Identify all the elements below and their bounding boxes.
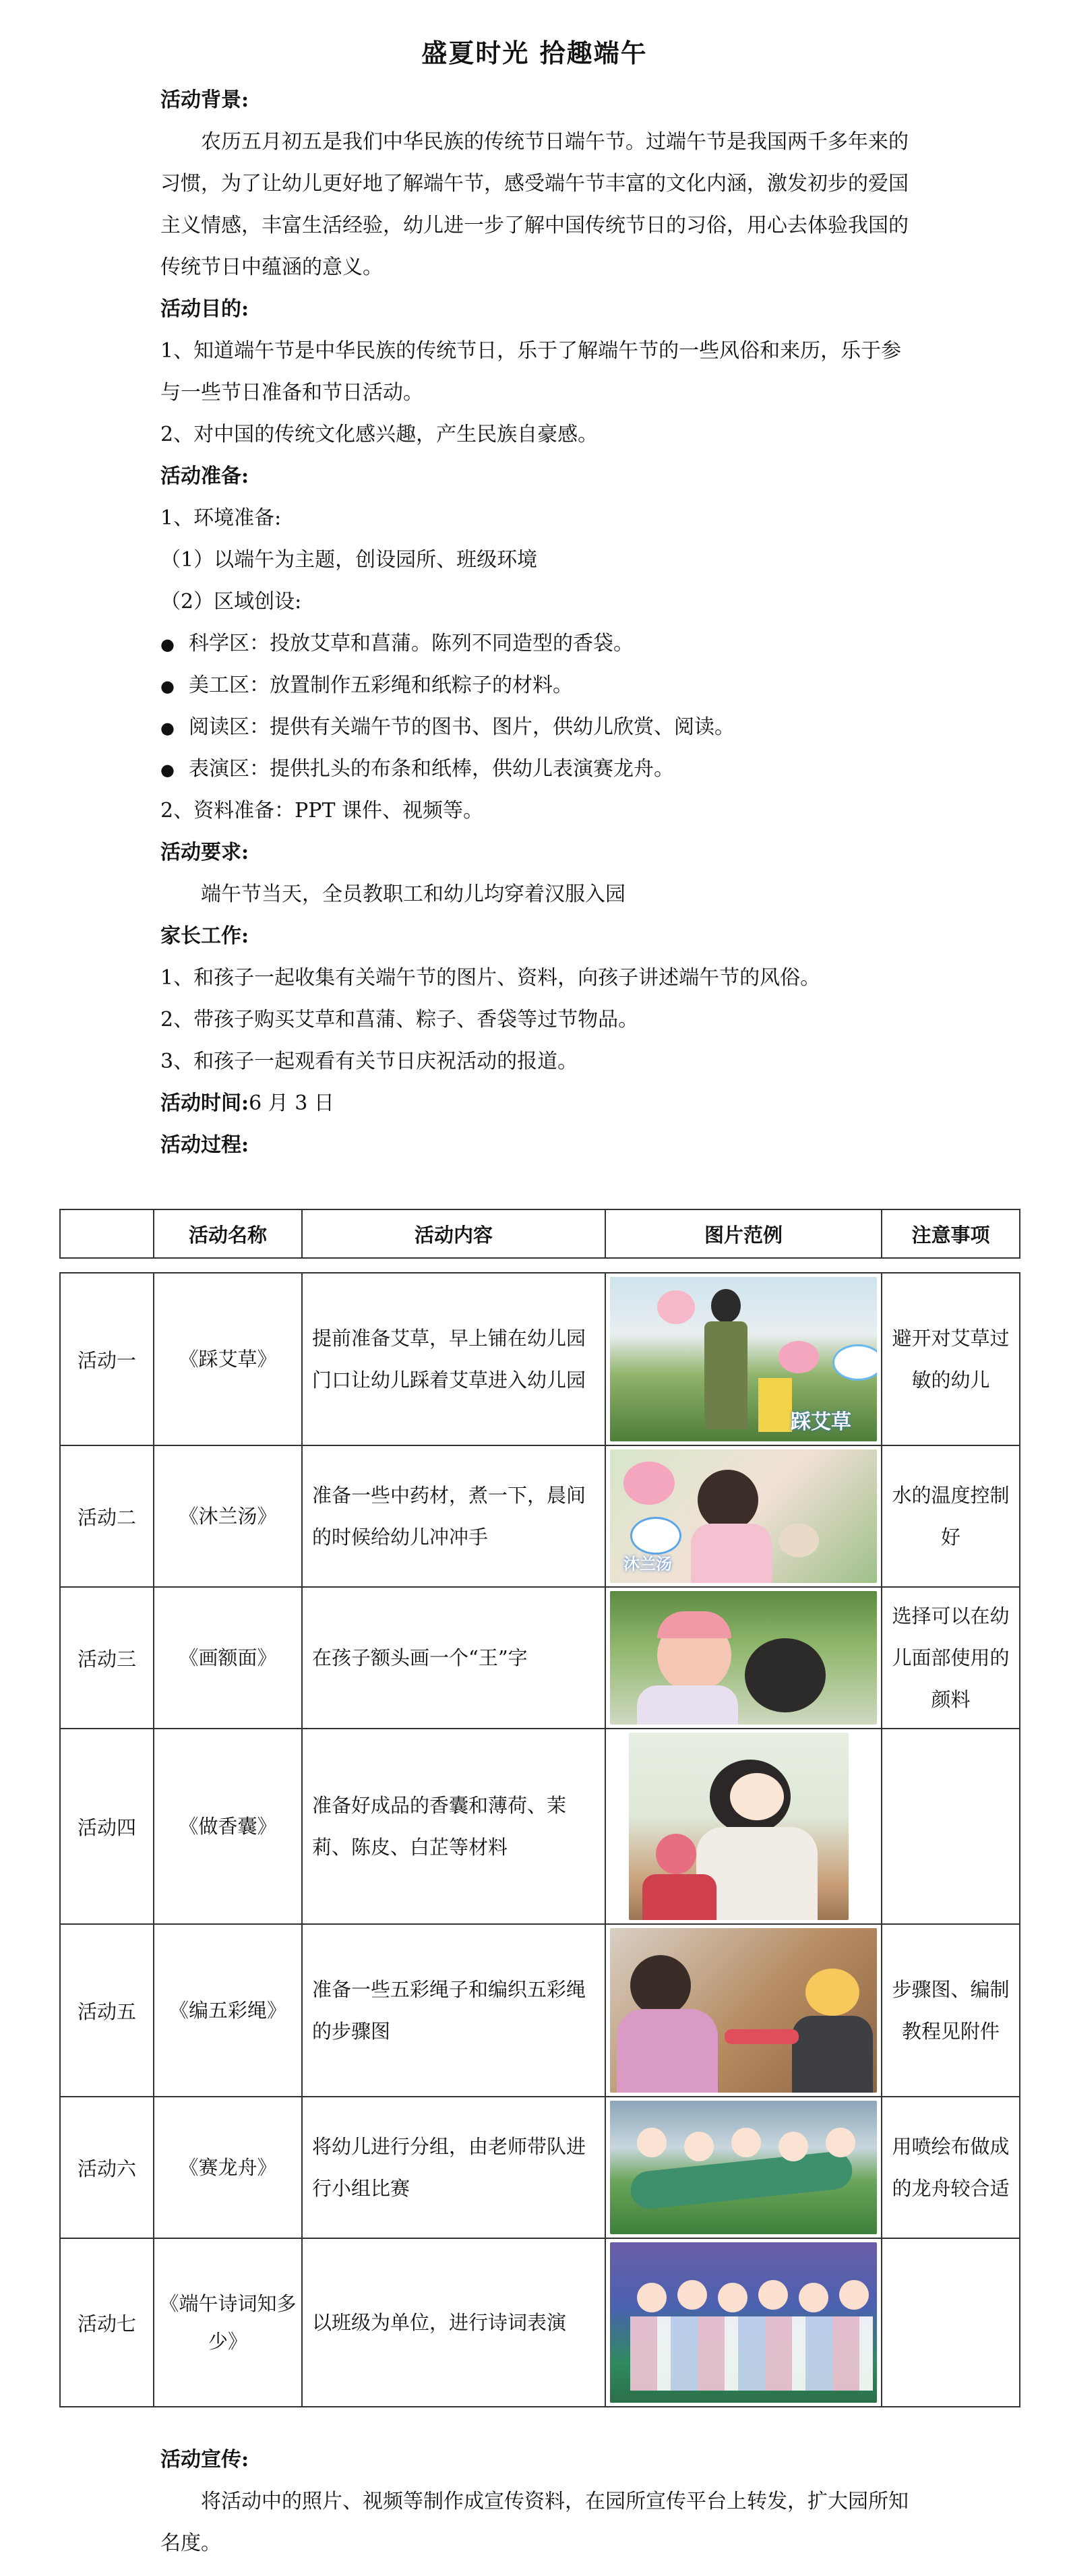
activity-name: 《赛龙舟》 xyxy=(154,2097,302,2238)
activity-photo xyxy=(610,2101,877,2234)
goals-heading: 活动目的: xyxy=(160,297,249,321)
activity-number: 活动三 xyxy=(60,1587,154,1729)
page-title: 盛夏时光 拾趣端午 xyxy=(421,38,648,68)
photo-caption: 踩艾草 xyxy=(791,1410,851,1434)
activity-number: 活动二 xyxy=(60,1445,154,1587)
area-performance: ● 表演区：提供扎头的布条和纸棒，供幼儿表演赛龙舟。 xyxy=(160,748,910,791)
activity-number: 活动七 xyxy=(60,2238,154,2407)
area-science: ● 科学区：投放艾草和菖蒲。陈列不同造型的香袋。 xyxy=(160,623,910,665)
requirement-text: 端午节当天，全员教职工和幼儿均穿着汉服入园 xyxy=(201,882,625,906)
header-cell-note: 注意事项 xyxy=(882,1209,1020,1258)
activity-content: 在孩子额头画一个“王”字 xyxy=(302,1587,605,1729)
activity-note: 水的温度控制好 xyxy=(882,1445,1020,1587)
parent-item-1: 1、和孩子一起收集有关端午节的图片、资料，向孩子讲述端午节的风俗。 xyxy=(160,966,821,990)
prep-heading: 活动准备: xyxy=(160,465,249,488)
publicity-text: 将活动中的照片、视频等制作成宣传资料，在园所宣传平台上转发，扩大园所知名度。 xyxy=(160,2490,909,2555)
activity-note: 用喷绘布做成的龙舟较合适 xyxy=(882,2097,1020,2238)
activity-photo-cell xyxy=(605,1729,882,1924)
photo-caption: 沐兰汤 xyxy=(623,1555,672,1574)
activity-photo-cell xyxy=(605,1924,882,2097)
prep-materials: 2、资料准备：PPT 课件、视频等。 xyxy=(160,799,484,822)
process-heading: 活动过程: xyxy=(160,1133,249,1157)
table-row xyxy=(60,1445,1020,1587)
activity-content: 将幼儿进行分组，由老师带队进行小组比赛 xyxy=(302,2097,605,2238)
background-heading: 活动背景: xyxy=(160,88,249,112)
prep-env-2: （2）区域创设: xyxy=(160,590,302,613)
table-row xyxy=(60,2238,1020,2407)
requirement-heading: 活动要求: xyxy=(160,841,249,864)
parents-heading: 家长工作: xyxy=(160,924,249,948)
activity-photo xyxy=(629,1733,849,1920)
header-cell-name: 活动名称 xyxy=(154,1209,302,1258)
table-row xyxy=(60,1924,1020,2097)
time-line xyxy=(160,1083,910,1125)
activity-photo xyxy=(610,2242,877,2403)
activity-content: 准备一些五彩绳子和编织五彩绳的步骤图 xyxy=(302,1924,605,2097)
activity-table xyxy=(59,1209,1020,2407)
activity-content: 准备好成品的香囊和薄荷、茉莉、陈皮、白芷等材料 xyxy=(302,1729,605,1924)
activity-content: 准备一些中药材，煮一下，晨间的时候给幼儿冲冲手 xyxy=(302,1445,605,1587)
activity-note: 步骤图、编制教程见附件 xyxy=(882,1924,1020,2097)
table-header-row xyxy=(60,1209,1020,1258)
activity-content: 以班级为单位，进行诗词表演 xyxy=(302,2238,605,2407)
activity-name: 《画额面》 xyxy=(154,1587,302,1729)
activity-name: 《踩艾草》 xyxy=(154,1273,302,1445)
activity-photo xyxy=(610,1277,877,1441)
table-gap-row xyxy=(60,1258,1020,1273)
activity-number: 活动四 xyxy=(60,1729,154,1924)
activity-name: 《做香囊》 xyxy=(154,1729,302,1924)
parent-item-2: 2、带孩子购买艾草和菖蒲、粽子、香袋等过节物品。 xyxy=(160,1008,639,1031)
activity-photo-cell xyxy=(605,1273,882,1445)
activity-content: 提前准备艾草，早上铺在幼儿园门口让幼儿踩着艾草进入幼儿园 xyxy=(302,1273,605,1445)
activity-photo xyxy=(610,1449,877,1583)
activity-name: 《编五彩绳》 xyxy=(154,1924,302,2097)
prep-env: 1、环境准备: xyxy=(160,506,282,530)
activity-photo-cell xyxy=(605,2097,882,2238)
time-heading: 活动时间: xyxy=(160,1091,249,1115)
table-row xyxy=(60,1587,1020,1729)
activity-number: 活动六 xyxy=(60,2097,154,2238)
parent-item-3: 3、和孩子一起观看有关节日庆祝活动的报道。 xyxy=(160,1050,578,1073)
activity-photo xyxy=(610,1928,877,2093)
activity-name: 《端午诗词知多少》 xyxy=(154,2238,302,2407)
activity-photo xyxy=(610,1591,877,1725)
prep-env-1: （1）以端午为主题，创设园所、班级环境 xyxy=(160,548,538,572)
goal-item-2: 2、对中国的传统文化感兴趣，产生民族自豪感。 xyxy=(160,423,599,446)
activity-photo-cell xyxy=(605,2238,882,2407)
background-text: 农历五月初五是我们中华民族的传统节日端午节。过端午节是我国两千多年来的习惯，为了让幼儿更好地了解端午节，感受端午节丰富的文化内涵，激发初步的爱国主义情感，丰富生活经验，幼儿进一步了解中国传统节日的习俗，用心去体验我国的传统节日中蕴涵的意义。 xyxy=(160,130,909,279)
activity-photo-cell xyxy=(605,1587,882,1729)
header-cell-content: 活动内容 xyxy=(302,1209,605,1258)
publicity-heading: 活动宣传: xyxy=(160,2448,249,2472)
activity-number: 活动一 xyxy=(60,1273,154,1445)
area-reading: ● 阅读区：提供有关端午节的图书、图片，供幼儿欣赏、阅读。 xyxy=(160,707,910,749)
activity-number: 活动五 xyxy=(60,1924,154,2097)
activity-photo-cell xyxy=(605,1445,882,1587)
table-row xyxy=(60,2097,1020,2238)
goal-item-1: 1、知道端午节是中华民族的传统节日，乐于了解端午节的一些风俗和来历，乐于参与一些节日准备和节日活动。 xyxy=(160,339,902,405)
header-cell-photo: 图片范例 xyxy=(605,1209,882,1258)
activity-note xyxy=(882,1729,1020,1924)
table-row xyxy=(60,1729,1020,1924)
activity-note xyxy=(882,2238,1020,2407)
activity-name: 《沐兰汤》 xyxy=(154,1445,302,1587)
activity-note: 避开对艾草过敏的幼儿 xyxy=(882,1273,1020,1445)
time-value: 6 月 3 日 xyxy=(249,1091,334,1115)
header-cell-blank xyxy=(60,1209,154,1258)
area-art: ● 美工区：放置制作五彩绳和纸粽子的材料。 xyxy=(160,665,910,707)
table-row xyxy=(60,1273,1020,1445)
activity-note: 选择可以在幼儿面部使用的颜料 xyxy=(882,1587,1020,1729)
